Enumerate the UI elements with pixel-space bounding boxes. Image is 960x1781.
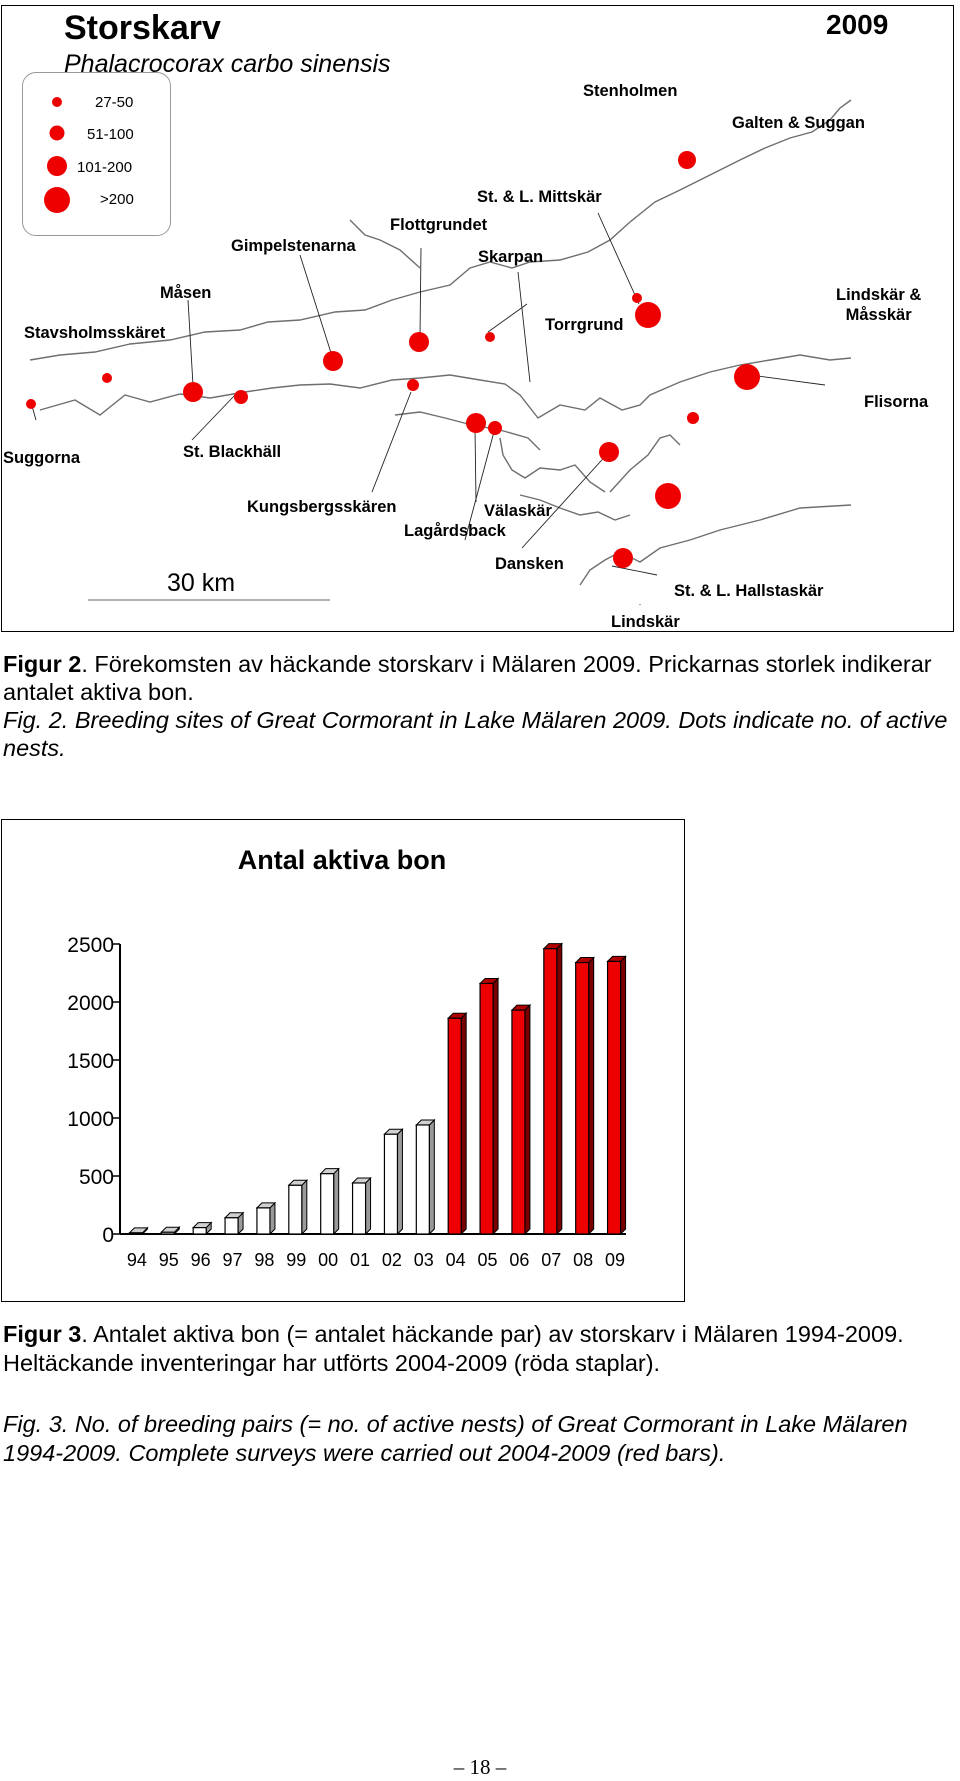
place-label-blackhall: St. Blackhäll [183, 443, 282, 461]
bar-side [621, 956, 626, 1234]
bar [480, 983, 493, 1234]
colony-dot-lindskar-masskar [734, 364, 760, 390]
bar-side [397, 1129, 402, 1234]
y-tick-label: 1500 [67, 1050, 114, 1073]
bar [384, 1134, 397, 1234]
bar [289, 1185, 302, 1234]
place-label-dansken: Dansken [495, 555, 564, 573]
figure2-caption-sv [3, 650, 948, 706]
colony-dot-hallstaskar [655, 483, 681, 509]
place-label-lindskar-masskar [836, 285, 921, 325]
colony-dot-stavsholmsskaret [102, 373, 112, 383]
bar-side [334, 1169, 339, 1234]
colony-dot-stenholmen [678, 151, 696, 169]
figure2-text-sv: . Förekomsten av häckande storskarv i Mälaren 2009. Prickarnas storlek indikerar antalet aktiva bon. [3, 651, 932, 705]
place-label-suggorna: Suggorna [3, 449, 80, 467]
page-number: – 18 – [453, 1755, 507, 1779]
map-scale-label: 30 km [167, 569, 236, 597]
x-tick-label: 05 [477, 1250, 498, 1270]
place-label-mittskar: St. & L. Mittskär [477, 188, 602, 206]
place-label-stenholmen: Stenholmen [583, 82, 678, 100]
bar [448, 1018, 461, 1234]
bar-side [525, 1005, 530, 1234]
legend-dot-xlarge [44, 187, 70, 213]
x-tick-label: 01 [350, 1250, 371, 1270]
x-tick-label: 03 [413, 1250, 434, 1270]
place-label-lindskar: Lindskär [611, 613, 680, 631]
place-label-gimpelstenarna: Gimpelstenarna [231, 237, 356, 255]
colony-dot-mittskar [632, 293, 642, 303]
x-tick-label: 98 [254, 1250, 275, 1270]
x-tick-label: 04 [445, 1250, 466, 1270]
x-tick-label: 95 [158, 1250, 179, 1270]
chart-title: Antal aktiva bon [237, 845, 447, 875]
bar [225, 1218, 238, 1234]
bar [193, 1228, 206, 1234]
y-tick-label: 2000 [67, 992, 114, 1015]
legend-dot-large [47, 156, 67, 176]
bar [544, 949, 557, 1234]
colony-dot-lagardsback [466, 413, 486, 433]
x-tick-label: 09 [605, 1250, 626, 1270]
legend-label-27-50: 27-50 [95, 94, 134, 111]
bar [129, 1233, 142, 1234]
bar [321, 1174, 334, 1234]
x-tick-label: 06 [509, 1250, 530, 1270]
place-label-valaskar: Välaskär [484, 502, 552, 520]
bar [512, 1010, 525, 1234]
bar [353, 1183, 366, 1234]
bar [257, 1208, 270, 1234]
place-label-lindskar-masskar-line1: Lindskär & [836, 286, 922, 304]
place-label-hallstaskar: St. & L. Hallstaskär [674, 582, 824, 600]
legend-label-over-200: >200 [100, 191, 134, 208]
legend-dot-medium [50, 126, 65, 141]
bar [576, 963, 589, 1234]
bar [416, 1125, 429, 1234]
x-tick-label: 99 [286, 1250, 307, 1270]
figure3-text-sv: . Antalet aktiva bon (= antalet häckande par) av storskarv i Mälaren 1994-2009. Heltäckande inventeringar har utförts 2004-2009 (röda staplar). [3, 1321, 904, 1376]
map-year: 2009 [826, 9, 889, 40]
map-legend [22, 72, 171, 236]
bar-chart [0, 900, 684, 1300]
figure3-caption-sv [3, 1320, 948, 1378]
x-tick-label: 02 [381, 1250, 402, 1270]
place-label-flisorna: Flisorna [864, 393, 929, 411]
bar-side [366, 1178, 371, 1234]
place-label-skarpan: Skarpan [478, 248, 544, 266]
place-label-masen: Måsen [160, 284, 212, 302]
colony-dot-masen [183, 382, 203, 402]
colony-dot-lindskar [613, 548, 633, 568]
place-label-torrgrund: Torrgrund [545, 316, 624, 334]
x-tick-label: 07 [541, 1250, 562, 1270]
x-tick-label: 96 [190, 1250, 211, 1270]
x-tick-label: 94 [126, 1250, 147, 1270]
colony-dot-suggorna [26, 399, 36, 409]
legend-dot-small [52, 97, 62, 107]
colony-dot-flottgrundet [409, 332, 429, 352]
colony-dot-skarpan [485, 332, 495, 342]
place-label-lindskar-masskar-line2: Måsskär [845, 306, 912, 324]
figure2-label: Figur 2 [3, 651, 82, 677]
bar [161, 1232, 174, 1234]
colony-dot-dansken [599, 442, 619, 462]
figure3-label: Figur 3 [3, 1321, 82, 1347]
place-label-kungsbergsskaren: Kungsbergsskären [247, 498, 397, 516]
place-label-galten-suggan: Galten & Suggan [732, 114, 865, 132]
bar-side [429, 1120, 434, 1234]
x-tick-label: 08 [573, 1250, 594, 1270]
colony-dot-blackhall [234, 390, 248, 404]
bar [608, 961, 621, 1234]
x-tick-label: 00 [318, 1250, 339, 1270]
colony-dot-kungsbergsskaren [407, 379, 419, 391]
legend-label-51-100: 51-100 [87, 126, 134, 143]
place-label-lagardsback: Lagårdsback [404, 522, 506, 540]
map-title: Storskarv [64, 9, 221, 47]
bar-side [557, 944, 562, 1234]
x-tick-label: 97 [222, 1250, 243, 1270]
y-tick-label: 0 [102, 1224, 114, 1247]
colony-dot-torrgrund [635, 302, 661, 328]
bar-side [461, 1013, 466, 1234]
colony-dot-valaskar [488, 421, 502, 435]
map-subtitle: Phalacrocorax carbo sinensis [64, 50, 391, 78]
colony-dot-gimpelstenarna [323, 351, 343, 371]
figure2-caption-en: Fig. 2. Breeding sites of Great Cormorant in Lake Mälaren 2009. Dots indicate no. of active nests. [3, 707, 948, 761]
bar-side [589, 958, 594, 1234]
figure3-caption-en: Fig. 3. No. of breeding pairs (= no. of active nests) of Great Cormorant in Lake Mälaren 1994-2009. Complete surveys were carried out 2004-2009 (red bars). [3, 1411, 908, 1466]
y-tick-label: 500 [78, 1166, 114, 1189]
y-tick-label: 2500 [67, 934, 114, 957]
place-label-flottgrundet: Flottgrundet [390, 216, 488, 234]
y-tick-label: 1000 [67, 1108, 114, 1131]
bar-side [302, 1180, 307, 1234]
colony-dot-flisorna [687, 412, 699, 424]
legend-label-101-200: 101-200 [77, 159, 133, 176]
place-label-stavsholmsskaret: Stavsholmsskäret [24, 324, 166, 342]
bar-side [493, 978, 498, 1234]
